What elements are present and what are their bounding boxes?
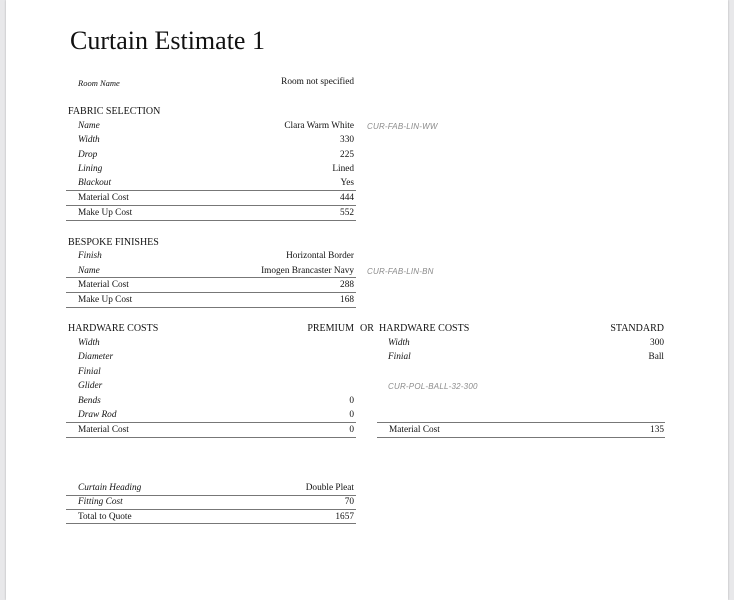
divider	[66, 495, 356, 496]
hardware-premium-glider-label: Glider	[78, 381, 103, 391]
divider	[66, 523, 356, 524]
hardware-premium-draw-rod-value: 0	[349, 410, 354, 420]
room-name-value: Room not specified	[281, 77, 354, 87]
hardware-standard-heading: HARDWARE COSTS	[379, 323, 470, 334]
fabric-material-cost-label: Material Cost	[78, 193, 129, 203]
divider	[377, 437, 665, 438]
bespoke-finish-value: Horizontal Border	[286, 251, 354, 261]
document-page	[6, 0, 728, 600]
hardware-premium-tier: PREMIUM	[307, 323, 354, 334]
curtain-heading-value: Double Pleat	[305, 483, 354, 493]
bespoke-code: CUR-FAB-LIN-BN	[367, 267, 434, 276]
room-name-label: Room Name	[78, 78, 120, 88]
hardware-premium-bends-label: Bends	[78, 396, 101, 406]
total-to-quote-label: Total to Quote	[78, 512, 132, 522]
hardware-standard-width-label: Width	[388, 338, 410, 348]
hardware-premium-width-label: Width	[78, 338, 100, 348]
fabric-width-label: Width	[78, 135, 100, 145]
bespoke-finish-label: Finish	[78, 251, 102, 261]
divider	[66, 190, 356, 191]
divider	[66, 205, 356, 206]
fabric-name-label: Name	[78, 121, 100, 131]
fabric-make-up-cost-value: 552	[340, 208, 354, 218]
hardware-premium-finial-label: Finial	[78, 367, 101, 377]
divider	[66, 220, 356, 221]
fabric-blackout-value: Yes	[340, 178, 354, 188]
divider	[377, 422, 665, 423]
divider	[66, 509, 356, 510]
hardware-premium-draw-rod-label: Draw Rod	[78, 410, 117, 420]
hardware-premium-bends-value: 0	[349, 396, 354, 406]
fabric-make-up-cost-label: Make Up Cost	[78, 208, 133, 218]
fabric-width-value: 330	[340, 135, 354, 145]
hardware-premium-material-cost-label: Material Cost	[78, 425, 129, 435]
total-to-quote-value: 1657	[335, 512, 354, 522]
bespoke-material-cost-label: Material Cost	[78, 280, 129, 290]
page-title: Curtain Estimate 1	[70, 26, 265, 55]
fabric-code: CUR-FAB-LIN-WW	[367, 122, 438, 131]
fabric-lining-value: Lined	[332, 164, 354, 174]
hardware-premium-heading: HARDWARE COSTS	[68, 323, 159, 334]
divider	[66, 422, 356, 423]
divider	[66, 307, 356, 308]
hardware-standard-finial-label: Finial	[388, 352, 411, 362]
fabric-material-cost-value: 444	[340, 193, 354, 203]
fabric-drop-label: Drop	[78, 150, 98, 160]
hardware-standard-material-cost-value: 135	[650, 425, 664, 435]
fabric-blackout-label: Blackout	[78, 178, 112, 188]
bespoke-section-heading: BESPOKE FINISHES	[68, 237, 159, 248]
fabric-lining-label: Lining	[78, 164, 103, 174]
bespoke-name-value: Imogen Brancaster Navy	[261, 266, 354, 276]
hardware-standard-width-value: 300	[650, 338, 664, 348]
bespoke-name-label: Name	[78, 266, 100, 276]
bespoke-make-up-cost-value: 168	[340, 295, 354, 305]
hardware-or-label: OR	[360, 323, 374, 334]
fitting-cost-label: Fitting Cost	[78, 497, 123, 507]
hardware-premium-diameter-label: Diameter	[78, 352, 114, 362]
fabric-name-value: Clara Warm White	[284, 121, 354, 131]
fabric-drop-value: 225	[340, 150, 354, 160]
hardware-standard-finial-value: Ball	[648, 352, 664, 362]
divider	[66, 437, 356, 438]
hardware-premium-material-cost-value: 0	[349, 425, 354, 435]
divider	[66, 277, 356, 278]
curtain-heading-label: Curtain Heading	[78, 483, 142, 493]
hardware-standard-code: CUR-POL-BALL-32-300	[388, 382, 478, 391]
fabric-section-heading: FABRIC SELECTION	[68, 106, 161, 117]
hardware-standard-tier: STANDARD	[610, 323, 664, 334]
hardware-standard-material-cost-label: Material Cost	[389, 425, 440, 435]
bespoke-make-up-cost-label: Make Up Cost	[78, 295, 133, 305]
divider	[66, 292, 356, 293]
bespoke-material-cost-value: 288	[340, 280, 354, 290]
fitting-cost-value: 70	[344, 497, 354, 507]
